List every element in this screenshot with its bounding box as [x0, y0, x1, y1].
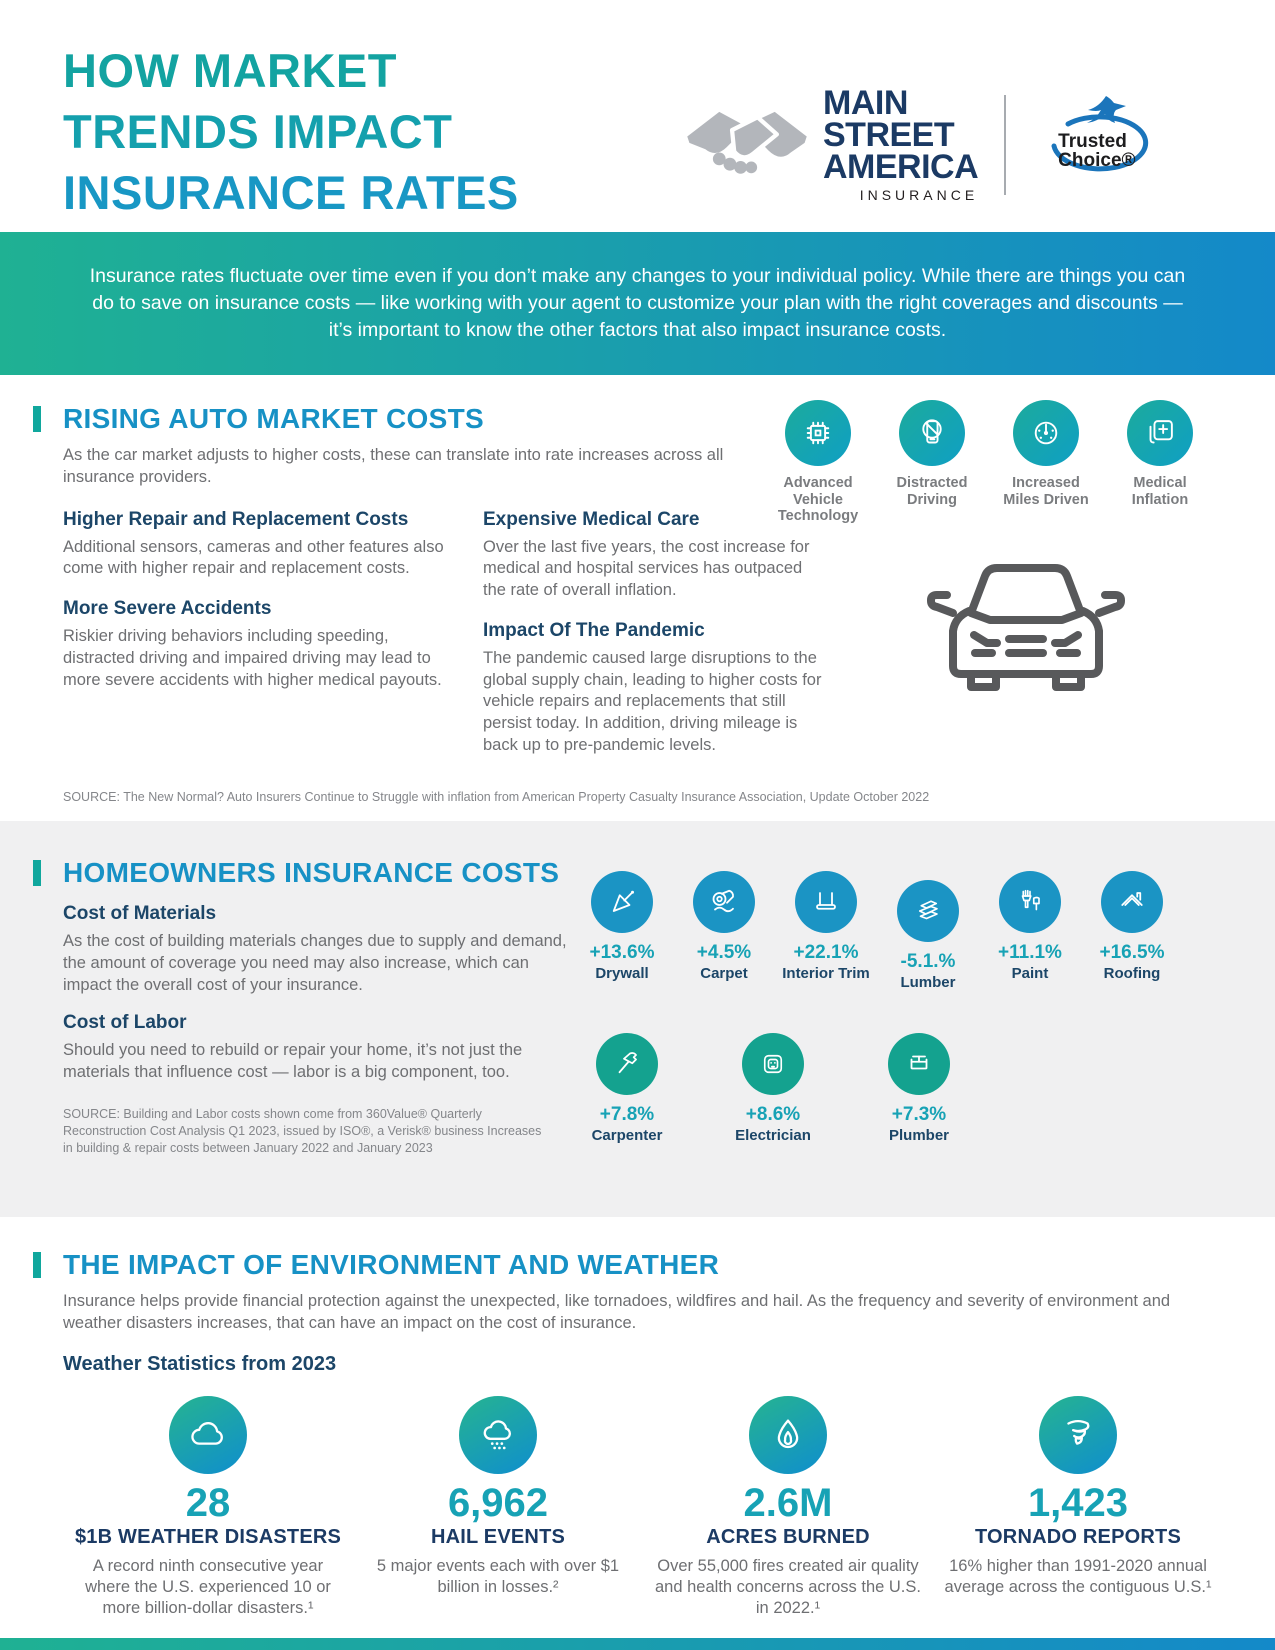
medical-doc-icon: [1141, 414, 1179, 452]
material-value: -5.1.%: [900, 951, 956, 972]
factor-distracted-driving: [879, 400, 985, 525]
auto-item-body: Additional sensors, cameras and other features also come with higher repair and replacement costs.: [63, 537, 444, 578]
auto-item-title: Higher Repair and Replacement Costs: [63, 508, 409, 530]
badge-label-line: Choice®: [1058, 150, 1136, 171]
material-interior-trim: [776, 871, 876, 983]
material-label: Drywall: [595, 965, 649, 982]
material-value: +4.5%: [696, 942, 752, 963]
factor-medical-inflation: [1107, 400, 1213, 525]
material-circle: [999, 871, 1061, 933]
auto-section-intro: As the car market adjusts to higher costs, these can translate into rate increases across all insurance providers.: [63, 446, 724, 486]
labor-label: Electrician: [735, 1127, 811, 1144]
factor-label: Medical Inflation: [1131, 475, 1189, 508]
weather-subheading: Weather Statistics from 2023: [63, 1352, 337, 1375]
intro-banner-text: Insurance rates fluctuate over time even if you don’t make any changes to your individual policy. While there are things you can do to save on insurance costs — like working with your agent to customize your plan with the right coverages and discounts — it’s important to know the other factors that also impact insurance costs.: [89, 264, 1186, 342]
factor-advanced-vehicle-technology: [765, 400, 871, 525]
hail-cloud-icon: [475, 1412, 521, 1458]
hammer-icon: [609, 1046, 645, 1082]
stat-title: TORNADO REPORTS: [975, 1525, 1181, 1548]
stat-circle: [459, 1396, 537, 1474]
auto-section-heading: RISING AUTO MARKET COSTS: [63, 403, 484, 434]
factor-circle: [1127, 400, 1193, 466]
stat-weather-disasters: [63, 1396, 353, 1620]
auto-item-body: The pandemic caused large disruptions to the global supply chain, leading to higher costs for vehicle repairs and replacements that still persist today. In addition, driving mileage is back up to pre-pandemic levels.: [483, 648, 822, 754]
material-paint: [980, 871, 1080, 983]
material-circle: [795, 871, 857, 933]
auto-item-body: Over the last five years, the cost increase for medical and hospital services has outpaced the rate of overall inflation.: [483, 537, 810, 600]
material-value: +22.1%: [793, 942, 859, 963]
stat-body: 16% higher than 1991-2020 annual average across the contiguous U.S.¹: [944, 1556, 1212, 1596]
material-value: +13.6%: [589, 942, 655, 963]
stat-circle: [1039, 1396, 1117, 1474]
stat-body: Over 55,000 fires created air quality and health concerns across the U.S. in 2022.¹: [655, 1556, 921, 1618]
auto-item-title: Expensive Medical Care: [483, 508, 700, 530]
labor-carpenter: [572, 1033, 682, 1145]
auto-item-body: Riskier driving behaviors including speeding, distracted driving and impaired driving may lead to more severe accidents with higher medical payouts.: [63, 627, 442, 689]
auto-item-title: Impact Of The Pandemic: [483, 619, 705, 641]
weather-stats-row: [63, 1396, 1223, 1620]
materials-row: [572, 871, 1184, 991]
page-title-line: HOW MARKET: [63, 44, 397, 97]
section-accent-bar: [33, 1252, 41, 1278]
stat-value: 1,423: [1027, 1480, 1129, 1525]
cost-of-materials-title: Cost of Materials: [63, 903, 217, 924]
flame-icon: [765, 1412, 811, 1458]
labor-circle: [742, 1033, 804, 1095]
logo-divider: [1004, 95, 1006, 195]
material-value: +16.5%: [1099, 942, 1165, 963]
material-circle: [1101, 871, 1163, 933]
pipe-icon: [901, 1046, 937, 1082]
cost-of-labor-body: Should you need to rebuild or repair your home, it’s not just the materials that influence cost — labor is a big component, too.: [63, 1041, 523, 1082]
brand-subline: INSURANCE: [859, 187, 979, 204]
stat-value: 28: [185, 1480, 231, 1525]
material-carpet: [674, 871, 774, 983]
header: [0, 0, 1275, 232]
brand-line: MAIN: [823, 83, 908, 122]
homeowners-section: [0, 821, 1275, 1217]
stat-title: ACRES BURNED: [706, 1525, 870, 1548]
stat-circle: [169, 1396, 247, 1474]
stat-tornado-reports: [933, 1396, 1223, 1620]
labor-value: +7.8%: [599, 1104, 655, 1125]
factor-circle: [1013, 400, 1079, 466]
material-label: Interior Trim: [782, 965, 870, 982]
brand-line: AMERICA: [823, 148, 979, 187]
outlet-icon: [755, 1046, 791, 1082]
stat-value: 2.6M: [743, 1480, 833, 1525]
auto-item: [63, 509, 453, 581]
labor-electrician: [718, 1033, 828, 1145]
factor-increased-miles-driven: [993, 400, 1099, 525]
auto-item: [63, 598, 453, 691]
factor-label: Increased Miles Driven: [1003, 475, 1089, 508]
homeowners-section-heading: HOMEOWNERS INSURANCE COSTS: [63, 857, 560, 888]
material-label: Roofing: [1103, 965, 1161, 982]
intro-banner: [0, 232, 1275, 375]
material-label: Paint: [1011, 965, 1049, 982]
weather-section-intro: Insurance helps provide financial protection against the unexpected, like tornadoes, wildfires and hail. As the frequency and severity of environment and weather disasters increases, that can have an impact on the cost of insurance.: [63, 1292, 1171, 1332]
lumber-icon: [910, 893, 946, 929]
stat-circle: [749, 1396, 827, 1474]
footer-accent-bar: [0, 1638, 1275, 1650]
labor-value: +8.6%: [745, 1104, 801, 1125]
cost-of-labor-title: Cost of Labor: [63, 1012, 187, 1034]
material-value: +11.1%: [998, 942, 1062, 963]
logo-group: [683, 58, 1164, 232]
labor-plumber: [864, 1033, 974, 1145]
material-label: Lumber: [900, 974, 956, 991]
page-title-line: INSURANCE RATES: [63, 166, 519, 220]
material-label: Carpet: [700, 965, 748, 982]
material-drywall: [572, 871, 672, 983]
material-lumber: [878, 880, 978, 992]
roof-icon: [1114, 884, 1150, 920]
labor-row: [572, 1033, 1010, 1145]
paint-brush-icon: [1012, 884, 1048, 920]
labor-circle: [888, 1033, 950, 1095]
stat-title: $1B WEATHER DISASTERS: [74, 1525, 342, 1548]
auto-section: [0, 375, 1275, 804]
badge-label-line: Trusted: [1058, 131, 1127, 152]
handshake-icon: [683, 102, 811, 188]
stat-body: 5 major events each with over $1 billion in losses.²: [376, 1556, 620, 1596]
page-title: [63, 40, 683, 232]
auto-factors: [757, 400, 1213, 525]
speedometer-icon: [1027, 414, 1065, 452]
carpet-roll-icon: [706, 884, 742, 920]
no-phone-icon: [913, 414, 951, 452]
weather-section-heading: THE IMPACT OF ENVIRONMENT AND WEATHER: [63, 1249, 720, 1280]
auto-source: SOURCE: The New Normal? Auto Insurers Continue to Struggle with inflation from American Property Casualty Insurance Association, Update October 2022: [63, 789, 930, 804]
interior-trim-icon: [808, 884, 844, 920]
stat-body: A record ninth consecutive year where the U.S. experienced 10 or more billion-dollar disasters.¹: [85, 1556, 331, 1618]
tornado-icon: [1055, 1412, 1101, 1458]
chip-icon: [799, 414, 837, 452]
material-circle: [591, 871, 653, 933]
labor-label: Plumber: [888, 1127, 949, 1144]
auto-columns: [63, 509, 823, 775]
weather-section: [0, 1217, 1275, 1620]
stat-hail-events: [353, 1396, 643, 1620]
car-front-illustration: [907, 553, 1145, 703]
trusted-choice-badge: [1032, 90, 1164, 200]
material-circle: [693, 871, 755, 933]
material-circle: [897, 880, 959, 942]
auto-item: [483, 620, 823, 757]
auto-item-title: More Severe Accidents: [63, 598, 272, 620]
labor-circle: [596, 1033, 658, 1095]
stat-value: 6,962: [447, 1480, 549, 1525]
page-title-line: TRENDS IMPACT: [63, 105, 453, 159]
stat-title: HAIL EVENTS: [430, 1525, 566, 1548]
section-accent-bar: [33, 860, 41, 886]
homeowners-text-column: [63, 903, 568, 1156]
brand-wordmark: [823, 83, 979, 204]
labor-value: +7.3%: [891, 1104, 947, 1125]
section-accent-bar: [33, 406, 41, 432]
trowel-icon: [604, 884, 640, 920]
factor-label: Advanced Vehicle Technology: [777, 475, 859, 525]
cost-of-materials-body: As the cost of building materials changes due to supply and demand, the amount of coverage you need may also increase, which can impact the overall cost of your insurance.: [63, 932, 567, 994]
brand-line: STREET: [823, 115, 955, 154]
stat-acres-burned: [643, 1396, 933, 1620]
factor-label: Distracted Driving: [896, 475, 968, 508]
labor-label: Carpenter: [591, 1127, 663, 1144]
material-roofing: [1082, 871, 1182, 983]
factor-circle: [899, 400, 965, 466]
homeowners-source: SOURCE: Building and Labor costs shown come from 360Value® Quarterly Reconstruction Cost Analysis Q1 2023, issued by ISO®, a Verisk® business Increases in building & repair costs between January 2022 and January 2023: [63, 1106, 542, 1155]
cloud-icon: [185, 1412, 231, 1458]
factor-circle: [785, 400, 851, 466]
